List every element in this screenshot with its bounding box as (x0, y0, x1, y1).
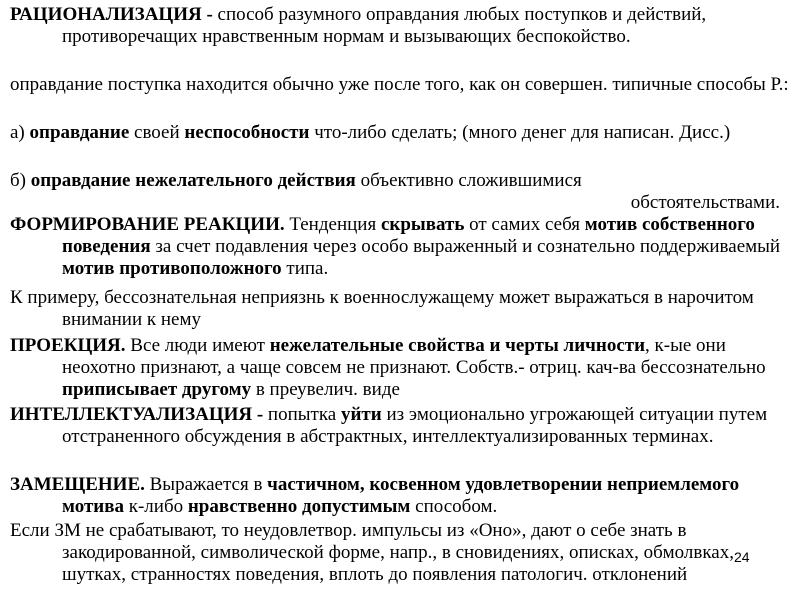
text-run: способом. (410, 496, 498, 517)
bold-text-run: частичном, косвенном удовлетворении неприемлемого мотива (62, 474, 740, 517)
bold-text-run: оправдание (29, 122, 130, 143)
text-run: попытка (267, 404, 341, 425)
bold-text-run: нравственно допустимым (187, 496, 411, 517)
bold-text-run: неспособности (184, 122, 310, 143)
text-run: объективно сложившимися (355, 170, 582, 191)
paragraph-reaction-formation (10, 214, 792, 280)
bold-text-run: ИНТЕЛЛЕКТУАЛИЗАЦИЯ - (10, 404, 268, 425)
bold-text-run: РАЦИОНАЛИЗАЦИЯ - (10, 4, 218, 25)
text-run: Тенденция (284, 214, 381, 235)
text-run: из эмоционально угрожающей ситуации путем отстраненного обсуждения в абстрактных, интеллектуализированных терминах. (62, 404, 768, 447)
paragraph-intellectualization (10, 404, 792, 448)
paragraph-conclusion (10, 520, 792, 586)
text-run: Выражается в (144, 474, 268, 495)
page-number: 24 (734, 549, 750, 565)
paragraph-justification-note (10, 74, 792, 96)
text-run: в преувелич. виде (251, 379, 400, 400)
paragraph-substitution (10, 474, 792, 518)
bold-text-run: нежелательные свойства и черты личности (269, 335, 646, 356)
bold-text-run: уйти (340, 404, 382, 425)
bold-text-run: приписывает другому (62, 379, 252, 400)
text-run: б) (10, 170, 31, 191)
text-run: Все люди имеют (125, 335, 270, 356)
paragraph-example (10, 287, 792, 331)
text-run-right-aligned: обстоятельствами. (630, 192, 780, 213)
bold-text-run: оправдание нежелательного действия (30, 170, 356, 191)
text-run: что-либо сделать; (много денег для написан. Дисс.) (309, 122, 731, 143)
bold-text-run: ЗАМЕЩЕНИЕ. (10, 474, 145, 495)
text-run: к-либо (123, 496, 188, 517)
paragraph-item-b (10, 170, 792, 214)
text-run: способ разумного оправдания любых поступков и действий, противоречащих нравственным нормам и вызывающих беспокойство. (62, 4, 707, 47)
text-run: за счет подавления через особо выраженный и сознательно поддерживаемый (150, 236, 781, 257)
text-run: К примеру, бессознательная неприязнь к военнослужащему может выражаться в нарочитом внимании к нему (10, 287, 754, 330)
text-run: Если ЗМ не срабатывают, то неудовлетвор. импульсы из «Оно», дают о себе знать в закодированной, символической форме, напр., в сновидениях, описках, обмолвках, шутках, странностях поведения, вплоть до появления патологич. отклонений (10, 520, 734, 585)
bold-text-run: мотив собственного поведения (62, 214, 755, 257)
bold-text-run: ФОРМИРОВАНИЕ РЕАКЦИИ. (10, 214, 285, 235)
text-run: типа. (281, 258, 329, 279)
text-run: от самих себя (464, 214, 585, 235)
paragraph-rationalization (10, 4, 792, 48)
text-run: , к-ые они неохотно признают, а чаще совсем не признают. Собств.- отриц. кач-ва бессознательно (62, 335, 766, 378)
paragraph-projection (10, 335, 792, 401)
text-run: своей (129, 122, 185, 143)
paragraph-item-a (10, 122, 792, 144)
text-run: а) (10, 122, 30, 143)
text-run: оправдание поступка находится обычно уже после того, как он совершен. типичные способы Р.: (10, 74, 789, 95)
bold-text-run: скрывать (380, 214, 465, 235)
bold-text-run: мотив противоположного (62, 258, 282, 279)
bold-text-run: ПРОЕКЦИЯ. (10, 335, 126, 356)
